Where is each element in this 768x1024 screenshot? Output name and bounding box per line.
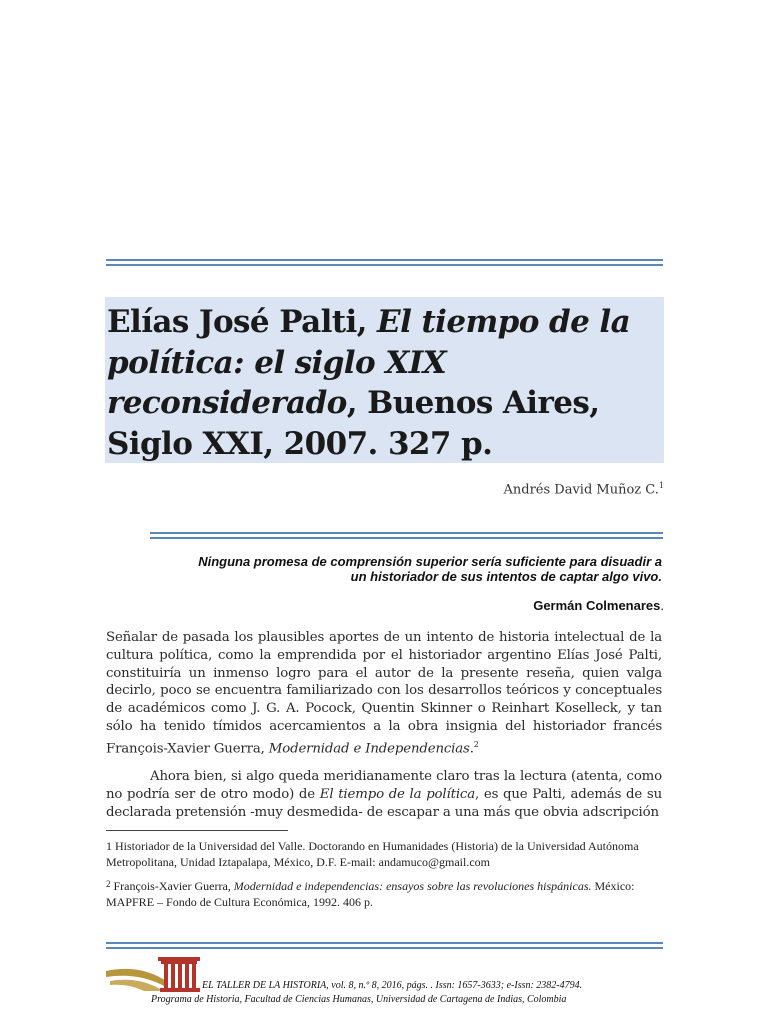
footnote-2-text: François-Xavier Guerra, bbox=[110, 879, 234, 893]
epigraph-author bbox=[533, 598, 664, 613]
footnote-2-end: México: MAPFRE – Fondo de Cultura Económica, 1992. 406 p. bbox=[106, 879, 635, 909]
footer-journal-info: EL TALLER DE LA HISTORIA, vol. 8, n.º 8, 2016, págs. . Issn: 1657-3633; e-Issn: 2382-4794. bbox=[202, 980, 583, 991]
footnote-1-number: 1 bbox=[106, 839, 112, 853]
footnote-2-number: 2 bbox=[106, 879, 111, 889]
p1-end: . bbox=[469, 741, 474, 757]
footnote-1 bbox=[106, 838, 662, 870]
footnote-2 bbox=[106, 876, 662, 910]
footnote-1-text: Historiador de la Universidad del Valle. Doctorando en Humanidades (Historia) de la Universidad Autónoma Metropolitana, Unidad Iztapalapa, México, D.F. E-mail: andamuco@gmail.com bbox=[106, 839, 639, 869]
footnote-2-italic-title: Modernidad e independencias: ensayos sobre las revoluciones hispánicas. bbox=[233, 879, 592, 893]
epigraph-author-period: . bbox=[660, 598, 664, 613]
title-author: Elías José Palti, bbox=[107, 304, 378, 340]
top-double-rule bbox=[106, 259, 663, 266]
p1-text: Señalar de pasada los plausibles aportes de un intento de historia intelectual de la cultura política, como la emprendida por el historiador argentino Elías José Palti, constituiría un inmenso logro para el autor de la presente reseña, quien valga decirlo, poco se encuentra familiarizado con los desarrollos teóricos y conceptuales de académicos como J. G. A. Pocock, Quentin Skinner o Reinhart Koselleck, y tan sólo ha tenido tímidos acercamientos a la obra insignia del historiador francés François-Xavier Guerra, bbox=[106, 630, 662, 757]
p2-italic-title: El tiempo de la política bbox=[319, 786, 475, 802]
body-paragraph-1 bbox=[106, 629, 662, 758]
epigraph bbox=[140, 554, 662, 584]
footer-double-rule bbox=[106, 942, 663, 949]
epigraph-line-2: un historiador de sus intentos de captar algo vivo. bbox=[350, 569, 662, 584]
byline bbox=[504, 481, 665, 497]
p1-note-marker[interactable]: 2 bbox=[473, 739, 479, 749]
byline-note-marker[interactable]: 1 bbox=[658, 481, 664, 490]
body-paragraph-2 bbox=[106, 768, 662, 823]
title-book: El tiempo de la política: el siglo XIX reconsiderado bbox=[107, 304, 631, 421]
footer-program-info: Programa de Historia, Facultad de Ciencias Humanas, Universidad de Cartagena de Indias, Colombia bbox=[151, 994, 567, 1005]
article-title bbox=[107, 302, 667, 464]
p2-text: Ahora bien, si algo queda meridianamente claro tras la lectura (atenta, como no podría ser de otro modo) de bbox=[106, 769, 662, 802]
journal-logo-icon bbox=[104, 951, 204, 995]
epigraph-line-1: Ninguna promesa de comprensión superior sería suficiente para disuadir a bbox=[198, 554, 662, 569]
footnote-separator bbox=[106, 830, 288, 831]
mid-double-rule bbox=[150, 532, 663, 539]
p1-italic-title: Modernidad e Independencias bbox=[268, 741, 470, 757]
byline-name: Andrés David Muñoz C. bbox=[503, 482, 659, 498]
title-publication: , Buenos Aires, Siglo XXI, 2007. 327 p. bbox=[107, 385, 600, 462]
epigraph-author-name: Germán Colmenares bbox=[533, 598, 661, 613]
p2-end: , es que Palti, además de su declarada pretensión -muy desmedida- de escapar a una más que obvia adscripción bbox=[106, 786, 662, 820]
